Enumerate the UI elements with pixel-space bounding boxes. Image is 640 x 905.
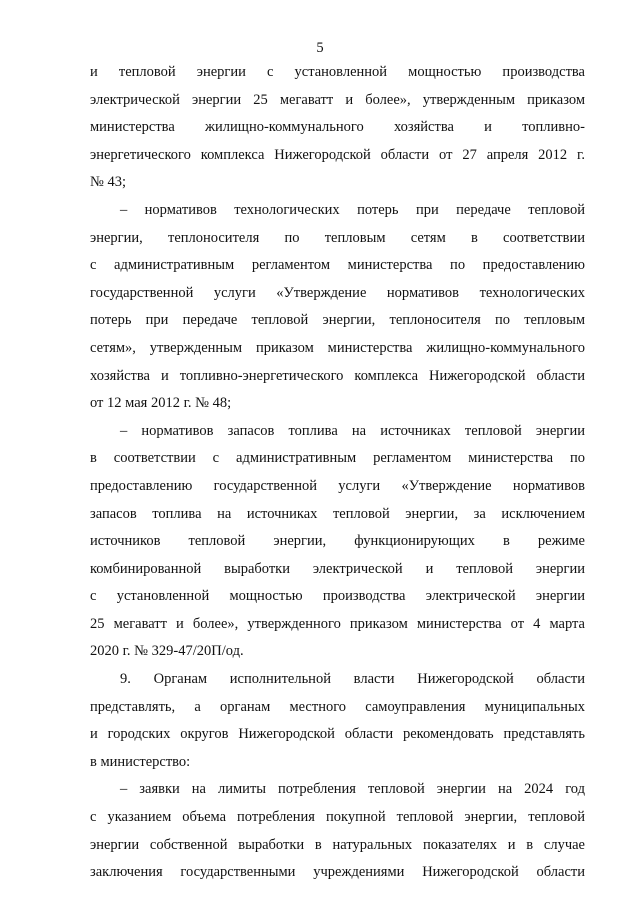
text-line: запасов топлива на источниках тепловой энергии, за исключением [90, 505, 585, 522]
text-line: с административным регламентом министерства по предоставлению [90, 257, 585, 274]
text-line: 9. Органам исполнительной власти Нижегородской области [120, 671, 585, 688]
text-line: в соответствии с административным регламентом министерства по [90, 450, 585, 467]
text-line: министерства жилищно-коммунального хозяйства и топливно- [90, 119, 585, 136]
text-line: 25 мегаватт и более», утвержденного приказом министерства от 4 марта [90, 615, 585, 632]
text-line: источников тепловой энергии, функционирующих в режиме [90, 533, 585, 550]
text-line: 2020 г. № 329-47/20П/од. [90, 643, 244, 660]
text-line: с указанием объема потребления покупной тепловой энергии, тепловой [90, 809, 585, 826]
text-line: в министерство: [90, 753, 191, 770]
text-line: от 12 мая 2012 г. № 48; [90, 395, 232, 412]
text-line: с установленной мощностью производства электрической энергии [90, 588, 585, 605]
text-line: государственной услуги «Утверждение нормативов технологических [90, 284, 585, 301]
text-line: представлять, а органам местного самоуправления муниципальных [90, 698, 585, 715]
text-line: предоставлению государственной услуги «Утверждение нормативов [90, 477, 585, 494]
text-line: – нормативов технологических потерь при передаче тепловой [120, 201, 585, 218]
text-line: заключения государственными учреждениями Нижегородской области [90, 864, 585, 881]
text-line: сетям», утвержденным приказом министерства жилищно-коммунального [90, 339, 585, 356]
text-line: хозяйства и топливно-энергетического комплекса Нижегородской области [90, 367, 585, 384]
text-line: потерь при передаче тепловой энергии, теплоносителя по тепловым [90, 312, 585, 329]
text-line: – нормативов запасов топлива на источниках тепловой энергии [120, 422, 585, 439]
page-number: 5 [316, 40, 324, 56]
text-line: энергии собственной выработки в натуральных показателях и в случае [90, 836, 585, 853]
text-line: комбинированной выработки электрической и тепловой энергии [90, 560, 585, 577]
text-line: – заявки на лимиты потребления тепловой энергии на 2024 год [120, 781, 585, 798]
text-line: энергии, теплоносителя по тепловым сетям в соответствии [90, 229, 585, 246]
document-body [90, 59, 585, 887]
text-line: и тепловой энергии с установленной мощностью производства [90, 64, 585, 80]
text-line: № 43; [90, 174, 126, 191]
text-line: электрической энергии 25 мегаватт и более», утвержденным приказом [90, 91, 585, 108]
text-line: и городских округов Нижегородской области рекомендовать представлять [90, 726, 585, 743]
text-line: энергетического комплекса Нижегородской области от 27 апреля 2012 г. [90, 146, 585, 163]
